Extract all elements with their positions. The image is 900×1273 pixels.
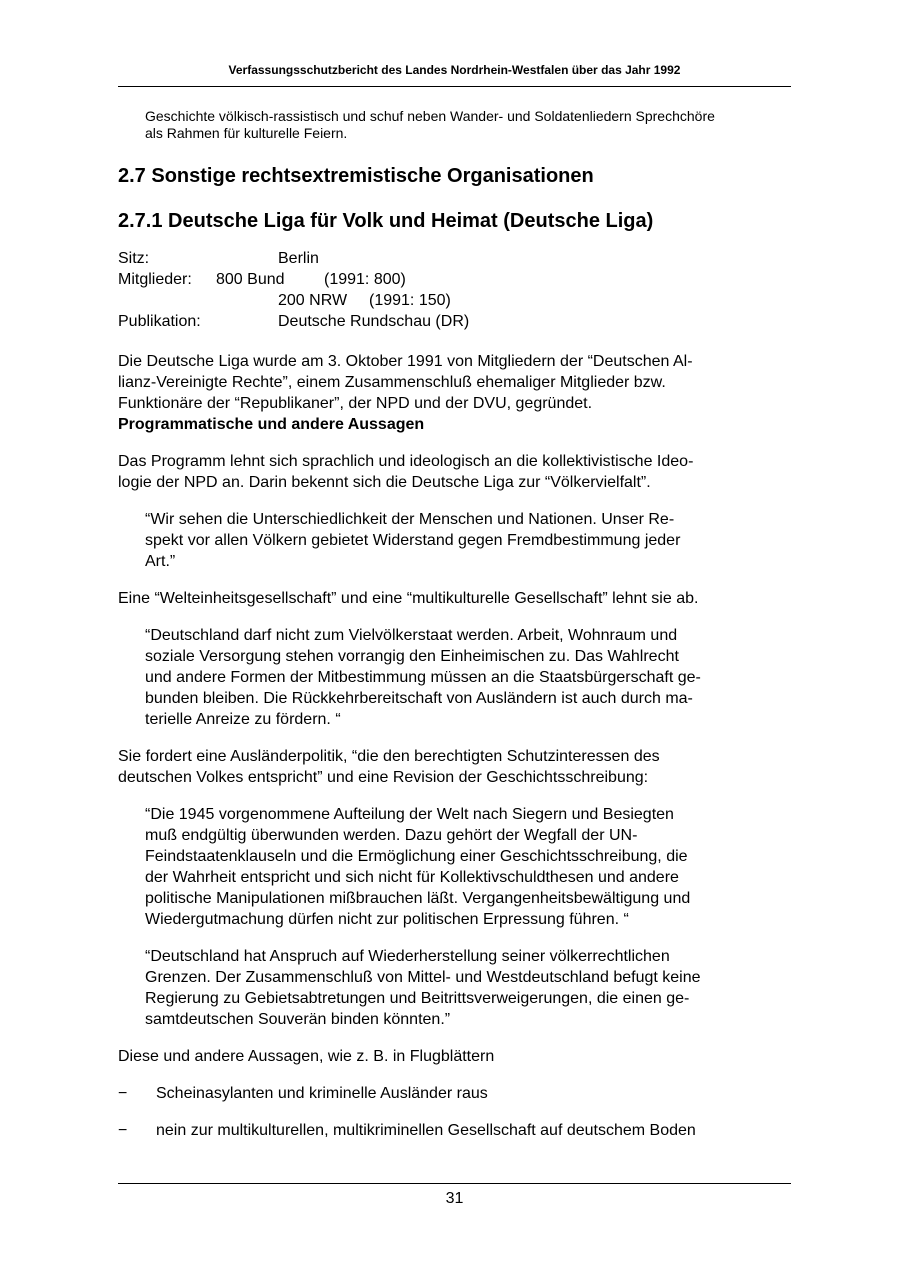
running-header: Verfassungsschutzbericht des Landes Nordrhein-Westfalen über das Jahr 1992 (228, 63, 681, 77)
quote-block (145, 509, 791, 572)
quote-line: terielle Anreize zu fördern. “ (145, 711, 341, 728)
quote-line: “Die 1945 vorgenommene Aufteilung der Welt nach Siegern und Besiegten (145, 806, 674, 823)
quote-line: “Deutschland hat Anspruch auf Wiederherstellung seiner völkerrechtlichen (145, 948, 670, 965)
mitglieder-nrw-prev: (1991: 150) (369, 292, 451, 309)
quote-line: soziale Versorgung stehen vorrangig den Einheimischen zu. Das Wahlrecht (145, 648, 679, 665)
quote-block (145, 946, 791, 1030)
section-heading: 2.7 Sonstige rechtsextremistische Organisationen (118, 165, 594, 187)
dash-list-item (118, 1083, 791, 1104)
programm-paragraph (118, 451, 791, 493)
dash-item-text: nein zur multikulturellen, multikriminellen Gesellschaft auf deutschem Boden (156, 1122, 696, 1139)
quote-line: samtdeutschen Souverän binden könnten.” (145, 1011, 451, 1028)
facts-block (118, 248, 791, 332)
quote-block (145, 625, 791, 730)
auslaenderpolitik-paragraph (118, 746, 791, 788)
mitglieder-nrw: 200 NRW (278, 292, 348, 309)
quote-line: muß endgültig überwunden werden. Dazu gehört der Wegfall der UN- (145, 827, 638, 844)
header-rule (118, 86, 791, 87)
paragraph-line: logie der NPD an. Darin bekennt sich die Deutsche Liga zur “Völkervielfalt”. (118, 474, 651, 491)
sitz-value: Berlin (278, 250, 319, 267)
page-content (118, 108, 791, 1141)
quote-line: der Wahrheit entspricht und sich nicht für Kollektivschuldthesen und andere (145, 869, 679, 886)
quote-line: politische Manipulationen mißbrauchen läßt. Vergangenheitsbewältigung und (145, 890, 691, 907)
fact-row-mitglieder (118, 269, 791, 290)
quote-line: bunden bleiben. Die Rückkehrbereitschaft von Ausländern ist auch durch ma- (145, 690, 693, 707)
publikation-value: Deutsche Rundschau (DR) (278, 313, 470, 330)
programm-heading: Programmatische und andere Aussagen (118, 416, 425, 433)
fact-row-mitglieder-nrw (118, 290, 791, 311)
mitglieder-bund-prev: (1991: 800) (324, 271, 406, 288)
paragraph-line: Das Programm lehnt sich sprachlich und ideologisch an die kollektivistische Ideo- (118, 453, 694, 470)
fact-row-publikation (118, 311, 791, 332)
dash-bullet: − (118, 1122, 128, 1139)
subsection-heading: 2.7.1 Deutsche Liga für Volk und Heimat (Deutsche Liga) (118, 210, 654, 232)
quote-line: Feindstaatenklauseln und die Ermöglichung einer Geschichtsschreibung, die (145, 848, 688, 865)
paragraph-line: Die Deutsche Liga wurde am 3. Oktober 1991 von Mitgliedern der “Deutschen Al- (118, 353, 693, 370)
fact-row-sitz (118, 248, 791, 269)
quote-line: Art.” (145, 553, 176, 570)
welteinheit-paragraph: Eine “Welteinheitsgesellschaft” und eine “multikulturelle Gesellschaft” lehnt sie ab. (118, 590, 699, 607)
dash-list-item (118, 1120, 791, 1141)
paragraph-line: Sie fordert eine Ausländerpolitik, “die den berechtigten Schutzinteressen des (118, 748, 660, 765)
paragraph-line: deutschen Volkes entspricht” und eine Revision der Geschichtsschreibung: (118, 769, 649, 786)
quote-line: Wiedergutmachung dürfen nicht zur politischen Erpressung führen. “ (145, 911, 629, 928)
quote-line: spekt vor allen Völkern gebietet Widerstand gegen Fremdbestimmung jeder (145, 532, 681, 549)
intro-paragraph (145, 108, 791, 142)
mitglieder-bund: 800 Bund (216, 271, 285, 288)
publikation-label: Publikation: (118, 313, 201, 330)
sitz-label: Sitz: (118, 250, 150, 267)
mitglieder-label: Mitglieder: (118, 271, 192, 288)
dash-item-text: Scheinasylanten und kriminelle Ausländer raus (156, 1085, 488, 1102)
intro-line: als Rahmen für kulturelle Feiern. (145, 125, 348, 141)
flugblaetter-paragraph: Diese und andere Aussagen, wie z. B. in Flugblättern (118, 1048, 495, 1065)
quote-line: und andere Formen der Mitbestimmung müssen an die Staatsbürgerschaft ge- (145, 669, 701, 686)
founding-paragraph (118, 351, 791, 414)
quote-block (145, 804, 791, 930)
dash-bullet: − (118, 1085, 128, 1102)
paragraph-line: lianz-Vereinigte Rechte”, einem Zusammenschluß ehemaliger Mitglieder bzw. (118, 374, 666, 391)
quote-line: “Deutschland darf nicht zum Vielvölkerstaat werden. Arbeit, Wohnraum und (145, 627, 678, 644)
intro-line: Geschichte völkisch-rassistisch und schuf neben Wander- und Soldatenliedern Sprechchöre (145, 108, 715, 124)
quote-line: Grenzen. Der Zusammenschluß von Mittel- und Westdeutschland befugt keine (145, 969, 701, 986)
page-number: 31 (445, 1190, 464, 1207)
paragraph-line: Funktionäre der “Republikaner”, der NPD und der DVU, gegründet. (118, 395, 593, 412)
quote-line: “Wir sehen die Unterschiedlichkeit der Menschen und Nationen. Unser Re- (145, 511, 675, 528)
footer-rule (118, 1183, 791, 1184)
quote-line: Regierung zu Gebietsabtretungen und Beitrittsverweigerungen, die einen ge- (145, 990, 690, 1007)
